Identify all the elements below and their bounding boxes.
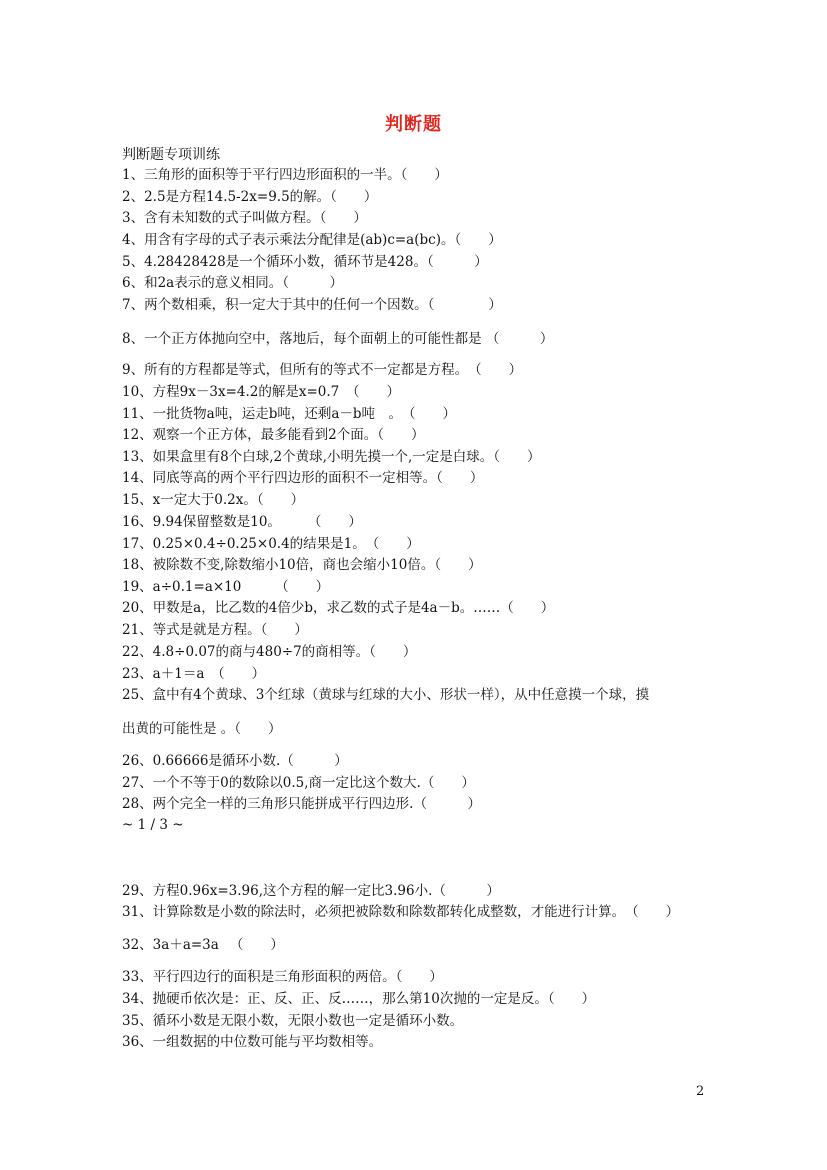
- question-17: 17、0.25×0.4÷0.25×0.4的结果是1。 （ ）: [122, 536, 420, 552]
- question-19: 19、a÷0.1=a×10 （ ）: [122, 579, 330, 595]
- question-12: 12、观察一个正方体，最多能看到2个面。（ ）: [122, 427, 425, 443]
- question-9: 9、所有的方程都是等式，但所有的等式不一定都是方程。 （ ）: [122, 362, 523, 378]
- question-32: 32、3a＋a=3a （ ）: [122, 937, 284, 953]
- question-4: 4、用含有字母的式子表示乘法分配律是(ab)c=a(bc)。（ ）: [122, 232, 502, 248]
- question-36: 36、一组数据的中位数可能与平均数相等。: [122, 1034, 383, 1050]
- question-16: 16、9.94保留整数是10。 （ ）: [122, 514, 362, 530]
- page-marker: ~ 1 / 3 ~: [122, 817, 184, 833]
- question-25-continued: 出黄的可能性是 。（ ）: [122, 721, 282, 737]
- page-title: 判断题: [385, 114, 442, 135]
- question-11: 11、一批货物a吨，运走b吨，还剩a－b吨 。 （ ）: [122, 406, 457, 422]
- question-20: 20、甲数是a，比乙数的4倍少b，求乙数的式子是4a－b。……（ ）: [122, 600, 555, 616]
- question-3: 3、含有未知数的式子叫做方程。（ ）: [122, 210, 367, 226]
- question-29: 29、方程0.96x=3.96,这个方程的解一定比3.96小.（ ）: [122, 883, 500, 899]
- question-25: 25、盒中有4个黄球、3个红球（黄球与红球的大小、形状一样），从中任意摸一个球，摸: [122, 687, 650, 703]
- question-2: 2、2.5是方程14.5-2x=9.5的解。（ ）: [122, 189, 378, 205]
- question-27: 27、一个不等于0的数除以0.5,商一定比这个数大.（ ）: [122, 775, 475, 791]
- question-22: 22、4.8÷0.07的商与480÷7的商相等。（ ）: [122, 644, 417, 660]
- question-34: 34、抛硬币依次是：正、反、正、反……，那么第10次抛的一定是反。（ ）: [122, 991, 596, 1007]
- question-31: 31、计算除数是小数的除法时，必须把被除数和除数都转化成整数，才能进行计算。 （ ）: [122, 904, 680, 920]
- question-21: 21、等式是就是方程。（ ）: [122, 622, 308, 638]
- question-35: 35、循环小数是无限小数，无限小数也一定是循环小数。: [122, 1013, 464, 1029]
- section-subtitle: 判断题专项训练: [122, 147, 220, 163]
- question-13: 13、如果盒里有8个白球,2个黄球,小明先摸一个,一定是白球。（ ）: [122, 449, 541, 465]
- question-10: 10、方程9x－3x=4.2的解是x=0.7 （ ）: [122, 384, 401, 400]
- page-number: 2: [696, 1084, 705, 1099]
- question-7: 7、两个数相乘，积一定大于其中的任何一个因数。（ ）: [122, 297, 502, 313]
- question-26: 26、0.66666是循环小数.（ ）: [122, 753, 348, 769]
- question-15: 15、x一定大于0.2x。（ ）: [122, 492, 305, 508]
- question-6: 6、和2a表示的意义相同。（ ）: [122, 275, 343, 291]
- question-23: 23、a＋1＝a （ ）: [122, 666, 266, 682]
- question-33: 33、平行四边行的面积是三角形面积的两倍。（ ）: [122, 969, 443, 985]
- question-8: 8、一个正方体抛向空中，落地后，每个面朝上的可能性都是 （ ）: [122, 331, 554, 347]
- question-18: 18、被除数不变,除数缩小10倍，商也会缩小10倍。（ ）: [122, 557, 482, 573]
- question-14: 14、同底等高的两个平行四边形的面积不一定相等。（ ）: [122, 470, 484, 486]
- question-1: 1、三角形的面积等于平行四边形面积的一半。（ ）: [122, 167, 448, 183]
- question-5: 5、4.28428428是一个循环小数，循环节是428。（ ）: [122, 254, 488, 270]
- question-28: 28、两个完全一样的三角形只能拼成平行四边形.（ ）: [122, 796, 481, 812]
